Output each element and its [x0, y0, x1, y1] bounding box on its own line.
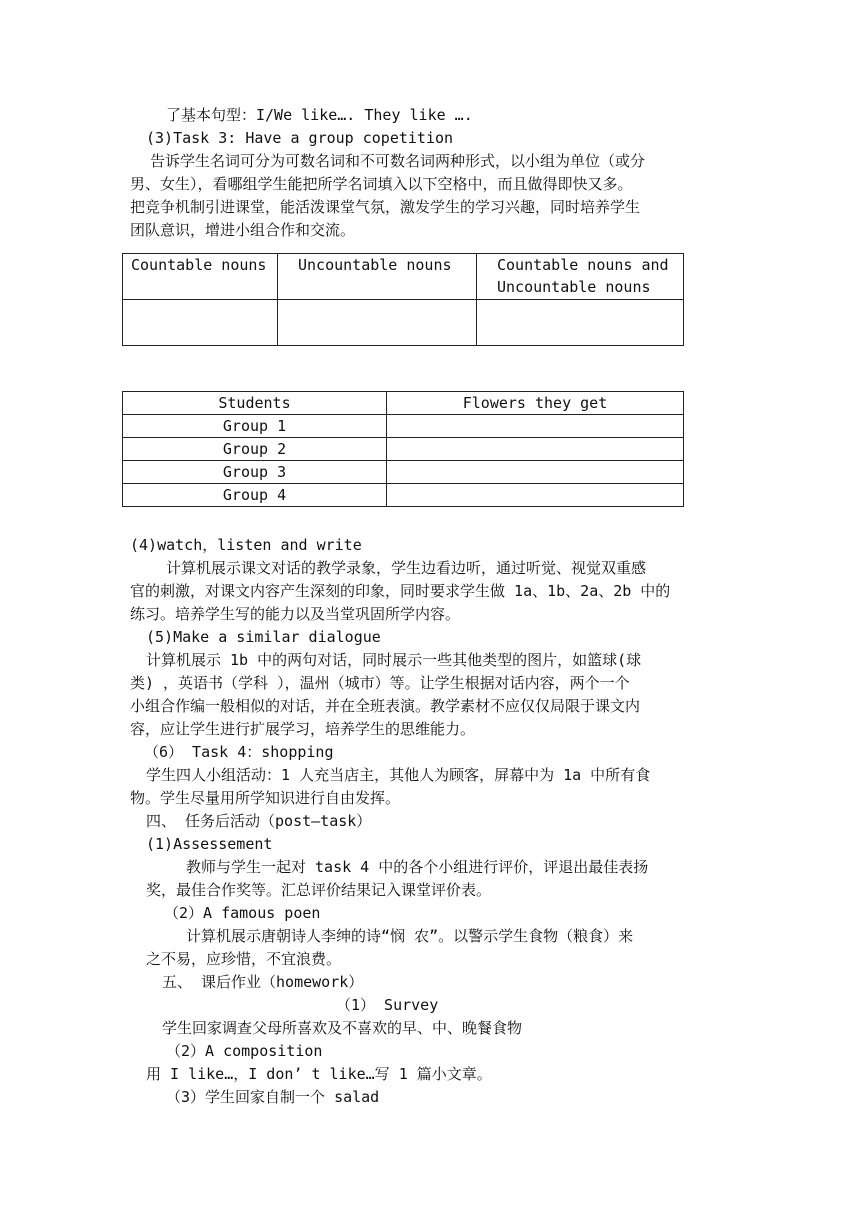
text-line: 容，应让学生进行扩展学习，培养学生的思维能力。	[130, 720, 476, 738]
group-label: Group 3	[123, 461, 387, 484]
table-row	[123, 484, 684, 507]
table-cell[interactable]	[477, 300, 684, 346]
text-line: 之不易，应珍惜，不宜浪费。	[146, 950, 342, 968]
table-cell[interactable]	[387, 415, 684, 438]
text-line: 类) ，英语书（学科 ），温州（城市）等。让学生根据对话内容，两个一个	[130, 674, 630, 692]
text-line: 告诉学生名词可分为可数名词和不可数名词两种形式，以小组为单位（或分	[150, 152, 646, 170]
text-line: 计算机展示唐朝诗人李绅的诗“悯 农”。以警示学生食物（粮食）来	[186, 927, 634, 945]
section-heading: (1)Assessement	[146, 835, 273, 853]
section-heading: （6） Task 4：shopping	[144, 743, 334, 761]
noun-table	[122, 253, 684, 346]
flower-table	[122, 391, 684, 507]
section-heading: 五、 课后作业（homework）	[162, 973, 364, 991]
text-line: 小组合作编一般相似的对话，并在全班表演。教学素材不应仅仅局限于课文内	[130, 697, 641, 715]
text-line: （3）学生回家自制一个 salad	[166, 1088, 380, 1106]
text-line: 计算机展示课文对话的教学录象，学生边看边听，通过听觉、视觉双重感	[166, 559, 647, 577]
section-heading: （2）A composition	[166, 1042, 323, 1060]
table-cell[interactable]	[387, 484, 684, 507]
header-students: Students	[123, 392, 387, 415]
table-row	[123, 438, 684, 461]
text-line: 用 I like…，I don’ t like…写 1 篇小文章。	[146, 1065, 492, 1083]
text-line: 计算机展示 1b 中的两句对话，同时展示一些其他类型的图片，如篮球(球	[146, 651, 642, 669]
text-line: 学生四人小组活动：1 人充当店主，其他人为顾客，屏幕中为 1a 中所有食	[146, 766, 651, 784]
table-row	[123, 415, 684, 438]
text-line: 奖，最佳合作奖等。汇总评价结果记入课堂评价表。	[146, 881, 492, 899]
text-line: 教师与学生一起对 task 4 中的各个小组进行评价，评退出最佳表扬	[186, 858, 649, 876]
header-countable: Countable nouns	[123, 254, 278, 300]
group-label: Group 2	[123, 438, 387, 461]
table-cell[interactable]	[123, 300, 278, 346]
text-line: 官的刺激，对课文内容产生深刻的印象，同时要求学生做 1a、1b、2a、2b 中的	[130, 582, 671, 600]
table-row	[123, 461, 684, 484]
section-heading: (5)Make a similar dialogue	[146, 628, 381, 646]
text-line: 了基本句型：I/We like…. They like ….	[166, 106, 473, 124]
group-label: Group 1	[123, 415, 387, 438]
section-heading: (4)watch，listen and write	[130, 536, 362, 554]
section-heading: （2）A famous poen	[164, 904, 321, 922]
header-uncountable: Uncountable nouns	[278, 254, 477, 300]
header-both: Countable nouns and Uncountable nouns	[477, 254, 684, 300]
text-line: 团队意识，增进小组合作和交流。	[130, 221, 356, 239]
table-cell[interactable]	[278, 300, 477, 346]
section-heading: （1） Survey	[336, 996, 439, 1014]
group-label: Group 4	[123, 484, 387, 507]
section-heading: (3)Task 3: Have a group copetition	[146, 129, 454, 147]
header-flowers: Flowers they get	[387, 392, 684, 415]
text-line: 物。学生尽量用所学知识进行自由发挥。	[130, 789, 401, 807]
text-line: 男、女生），看哪组学生能把所学名词填入以下空格中，而且做得即快又多。	[130, 175, 633, 193]
section-heading: 四、 任务后活动（post—task）	[146, 812, 372, 830]
text-line: 练习。培养学生写的能力以及当堂巩固所学内容。	[130, 605, 461, 623]
table-cell[interactable]	[387, 461, 684, 484]
text-line: 学生回家调查父母所喜欢及不喜欢的早、中、晚餐食物	[162, 1019, 523, 1037]
text-line: 把竞争机制引进课堂，能活泼课堂气氛，激发学生的学习兴趣，同时培养学生	[130, 198, 641, 216]
table-cell[interactable]	[387, 438, 684, 461]
